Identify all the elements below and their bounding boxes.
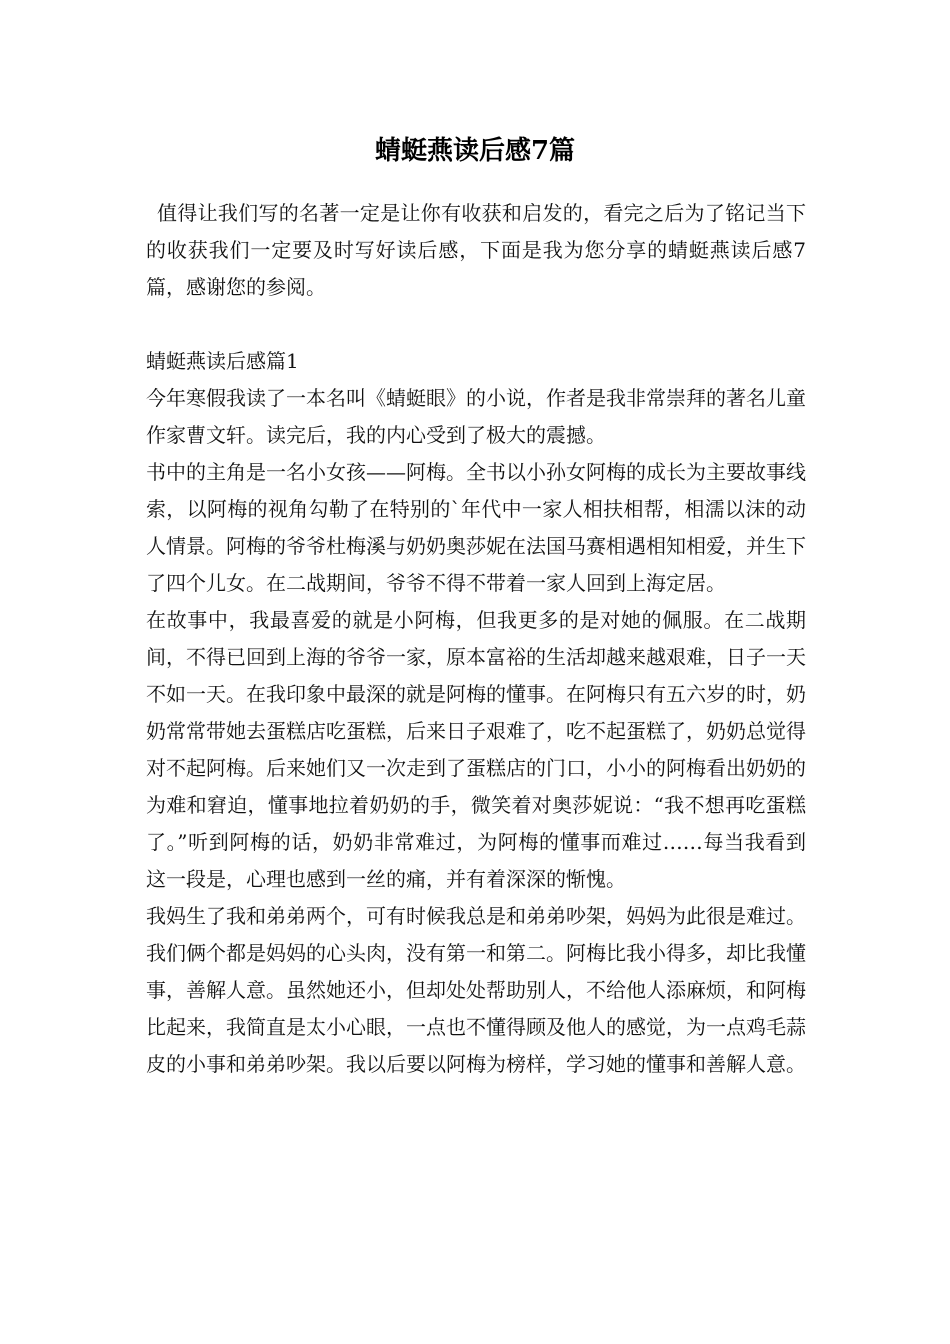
body-paragraph-1: 今年寒假我读了一本名叫《蜻蜓眼》的小说，作者是我非常崇拜的著名儿童作家曹文轩。读完后，我的内心受到了极大的震撼。 (146, 386, 806, 447)
document-body (146, 195, 806, 1083)
body-paragraph-3: 在故事中，我最喜爱的就是小阿梅，但我更多的是对她的佩服。在二战期间，不得已回到上海的爷爷一家，原本富裕的生活却越来越艰难，日子一天不如一天。在我印象中最深的就是阿梅的懂事。在阿梅只有五六岁的时，奶奶常常带她去蛋糕店吃蛋糕，后来日子艰难了，吃不起蛋糕了，奶奶总觉得对不起阿梅。后来她们又一次走到了蛋糕店的门口，小小的阿梅看出奶奶的为难和窘迫，懂事地拉着奶奶的手，微笑着对奥莎妮说：“我不想再吃蛋糕了。”听到阿梅的话，奶奶非常难过，为阿梅的懂事而难过……每当我看到这一段是，心理也感到一丝的痛，并有着深深的惭愧。 (146, 608, 806, 891)
section-heading: 蜻蜓燕读后感篇1 (146, 349, 299, 373)
body-paragraph-2: 书中的主角是一名小女孩——阿梅。全书以小孙女阿梅的成长为主要故事线索，以阿梅的视角勾勒了在特别的`年代中一家人相扶相帮，相濡以沫的动人情景。阿梅的爷爷杜梅溪与奶奶奥莎妮在法国马赛相遇相知相爱，并生下了四个儿女。在二战期间，爷爷不得不带着一家人回到上海定居。 (146, 460, 806, 595)
intro-paragraph: 值得让我们写的名著一定是让你有收获和启发的，看完之后为了铭记当下的收获我们一定要及时写好读后感，下面是我为您分享的蜻蜓燕读后感7篇，感谢您的参阅。 (146, 201, 806, 299)
body-paragraph-4: 我妈生了我和弟弟两个，可有时候我总是和弟弟吵架，妈妈为此很是难过。我们俩个都是妈妈的心头肉，没有第一和第二。阿梅比我小得多，却比我懂事，善解人意。虽然她还小，但却处处帮助别人，不给他人添麻烦，和阿梅比起来，我简直是太小心眼，一点也不懂得顾及他人的感觉，为一点鸡毛蒜皮的小事和弟弟吵架。我以后要以阿梅为榜样，学习她的懂事和善解人意。 (146, 904, 806, 1076)
page-title: 蜻蜓燕读后感7篇 (374, 136, 576, 166)
